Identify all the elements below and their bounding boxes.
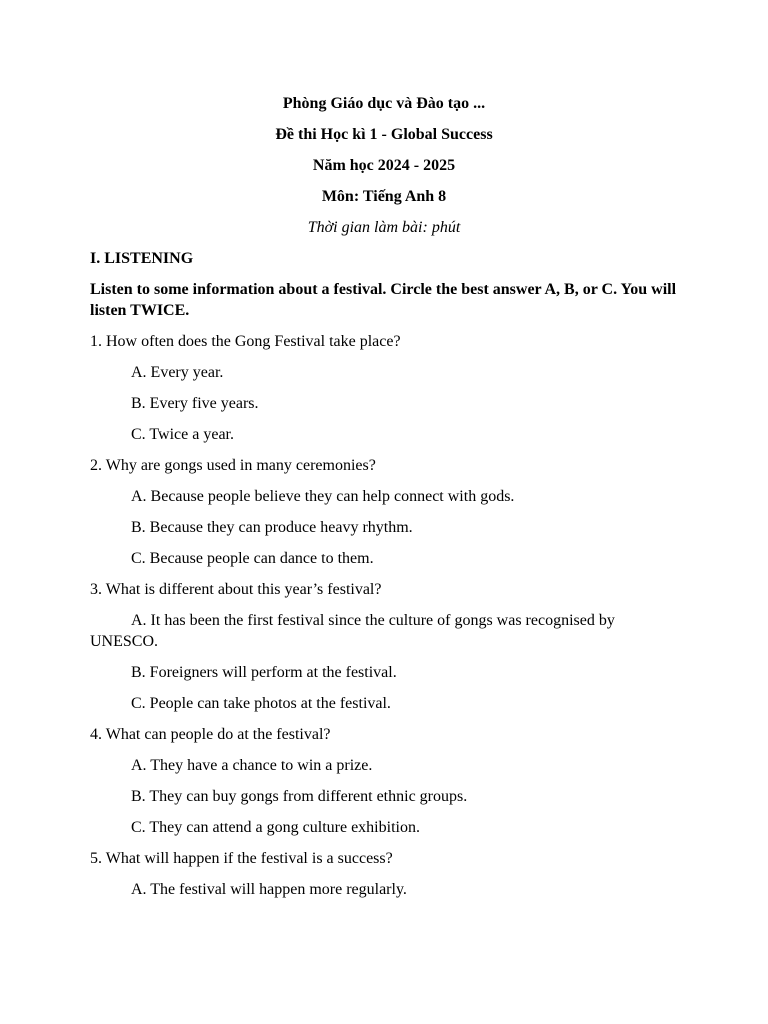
question-text: 1. How often does the Gong Festival take place? xyxy=(90,333,401,350)
header-exam-title: Đề thi Học kì 1 - Global Success xyxy=(275,126,493,143)
option-b: B. Foreigners will perform at the festival. xyxy=(131,664,397,681)
option-c: C. Because people can dance to them. xyxy=(131,550,374,567)
header-time: Thời gian làm bài: phút xyxy=(307,219,461,236)
option-c: C. They can attend a gong culture exhibition. xyxy=(131,819,420,836)
question-text: 3. What is different about this year’s festival? xyxy=(90,581,382,598)
question-text: 2. Why are gongs used in many ceremonies? xyxy=(90,457,376,474)
section-instruction: Listen to some information about a festival. Circle the best answer A, B, or C. You will listen TWICE. xyxy=(90,281,677,319)
question-text: 4. What can people do at the festival? xyxy=(90,726,331,743)
question-1 xyxy=(90,331,678,445)
question-5 xyxy=(90,848,678,900)
question-3 xyxy=(90,579,678,714)
option-a: A. The festival will happen more regularly. xyxy=(131,881,407,898)
option-a: A. They have a chance to win a prize. xyxy=(131,757,373,774)
header-subject: Môn: Tiếng Anh 8 xyxy=(321,188,447,205)
option-a: A. Every year. xyxy=(131,364,224,381)
header-school-year: Năm học 2024 - 2025 xyxy=(312,157,456,174)
option-a: A. Because people believe they can help connect with gods. xyxy=(131,488,515,505)
question-2 xyxy=(90,455,678,569)
section-title: I. LISTENING xyxy=(90,250,194,267)
option-c: C. People can take photos at the festival. xyxy=(131,695,391,712)
option-b: B. Because they can produce heavy rhythm. xyxy=(131,519,413,536)
question-4 xyxy=(90,724,678,838)
option-b: B. Every five years. xyxy=(131,395,259,412)
header-department: Phòng Giáo dục và Đào tạo ... xyxy=(282,95,486,112)
question-text: 5. What will happen if the festival is a success? xyxy=(90,850,393,867)
option-a: A. It has been the first festival since the culture of gongs was recognised by UNESCO. xyxy=(90,612,615,650)
option-b: B. They can buy gongs from different ethnic groups. xyxy=(131,788,468,805)
option-c: C. Twice a year. xyxy=(131,426,234,443)
